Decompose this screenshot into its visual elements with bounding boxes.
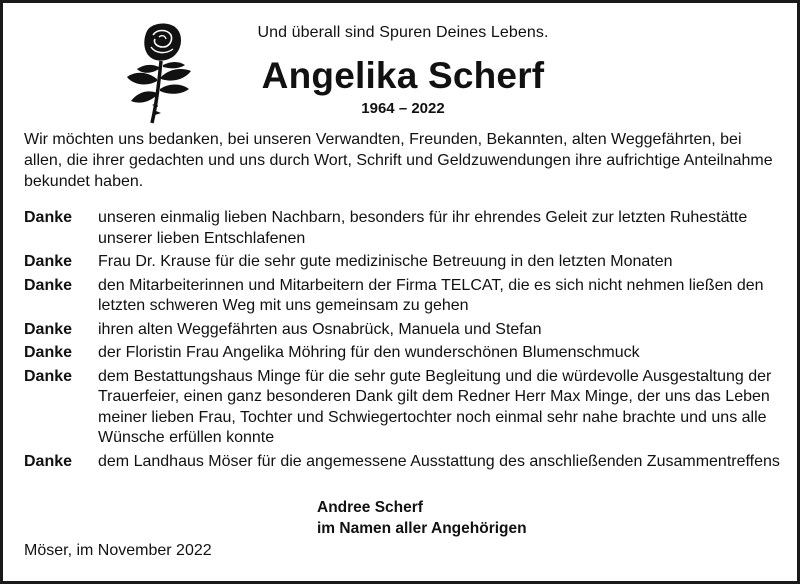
- deceased-name: Angelika Scherf: [261, 55, 545, 96]
- thanks-row: [24, 320, 784, 341]
- thanks-row: [24, 343, 784, 364]
- thanks-text: dem Landhaus Möser für die angemessene Ausstattung des anschließenden Zusammentreffens: [98, 452, 780, 470]
- thanks-text: den Mitarbeiterinnen und Mitarbeitern der Firma TELCAT, die es sich nicht nehmen ließen den letzten schweren Weg mit uns gemeinsam zu gehen: [98, 276, 764, 314]
- thanks-row: [24, 452, 784, 473]
- thanks-keyword: Danke: [24, 344, 73, 361]
- thanks-text: unseren einmalig lieben Nachbarn, besonders für ihr ehrendes Geleit zur letzten Ruhestätte unserer lieben Entschlafenen: [98, 209, 748, 247]
- motto: Und überall sind Spuren Deines Lebens.: [257, 24, 549, 41]
- thanks-row: [24, 252, 784, 273]
- place-and-date: Möser, im November 2022: [24, 542, 212, 559]
- thanks-keyword: Danke: [24, 452, 73, 470]
- thanks-text: Frau Dr. Krause für die sehr gute medizinische Betreuung in den letzten Monaten: [98, 253, 673, 270]
- thanks-keyword: Danke: [24, 276, 73, 294]
- intro-paragraph: Wir möchten uns bedanken, bei unseren Verwandten, Freunden, Bekannten, alten Weggefährten, bei allen, die ihrer gedachten und uns durch Wort, Schrift und Geldzuwendungen ihre aufrichtige Anteilnahme bekundet haben.: [24, 131, 773, 190]
- signature-subtitle: im Namen aller Angehörigen: [317, 520, 527, 537]
- thanks-row: [24, 367, 784, 449]
- thanks-keyword: Danke: [24, 253, 73, 270]
- thanks-keyword: Danke: [24, 209, 73, 226]
- thanks-list: [24, 208, 784, 475]
- life-years: 1964 – 2022: [361, 100, 445, 117]
- thanks-keyword: Danke: [24, 320, 73, 338]
- thanks-row: [24, 208, 784, 249]
- thanks-keyword: Danke: [24, 367, 73, 385]
- thanks-row: [24, 276, 784, 317]
- thanks-text: der Floristin Frau Angelika Möhring für den wunderschönen Blumenschmuck: [98, 344, 640, 361]
- signature-name: Andree Scherf: [317, 499, 423, 516]
- signature: [317, 497, 617, 539]
- thanks-text: dem Bestattungshaus Minge für die sehr gute Begleitung und die würdevolle Ausgestaltung der Trauerfeier, einen ganz besonderen Dank gilt dem Redner Herr Max Minge, der uns das Leben meiner lieben Frau, Tochter und Schwiegertochter noch einmal sehr nahe brachte und uns alle Wünsche erfüllen konnte: [98, 367, 772, 446]
- thanks-text: ihren alten Weggefährten aus Osnabrück, Manuela und Stefan: [98, 320, 542, 338]
